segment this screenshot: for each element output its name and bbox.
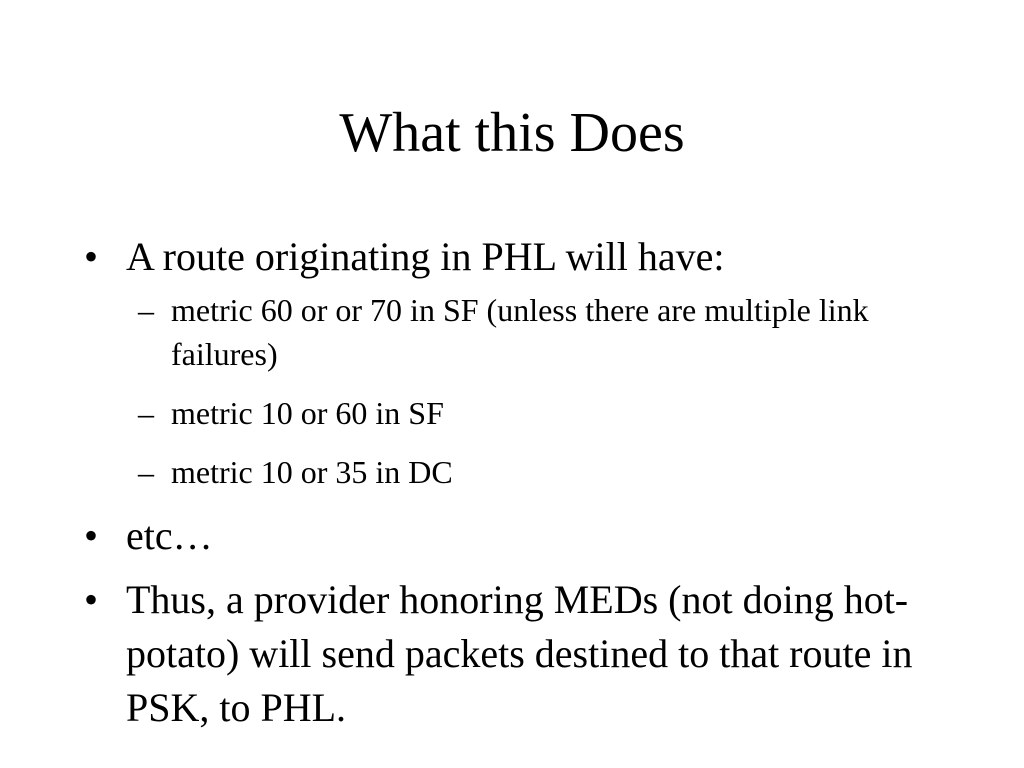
sub-bullet-text: metric 60 or or 70 in SF (unless there are multiple link failures) — [171, 292, 869, 372]
sub-bullet-text: metric 10 or 35 in DC — [171, 454, 453, 490]
sub-bullet-list — [126, 288, 964, 494]
bullet-text: A route originating in PHL will have: — [126, 234, 725, 279]
sub-bullet-item — [126, 450, 871, 494]
bullet-item — [84, 230, 964, 494]
bullet-marker: • — [84, 513, 99, 558]
bullet-item — [84, 509, 964, 563]
slide-title: What this Does — [339, 102, 685, 164]
sub-bullet-item — [126, 288, 871, 376]
sub-bullet-marker: – — [138, 454, 154, 490]
sub-bullet-marker: – — [138, 292, 154, 328]
bullet-marker: • — [84, 234, 99, 279]
sub-bullet-marker: – — [138, 395, 154, 431]
sub-bullet-item — [126, 391, 871, 435]
bullet-item — [84, 573, 964, 735]
bullet-text: Thus, a provider honoring MEDs (not doing hot-potato) will send packets destined to that route in PSK, to PHL. — [126, 577, 913, 730]
sub-bullet-text: metric 10 or 60 in SF — [171, 395, 444, 431]
bullet-marker: • — [84, 577, 99, 622]
bullet-text: etc… — [126, 513, 213, 558]
bullet-list — [84, 230, 964, 745]
